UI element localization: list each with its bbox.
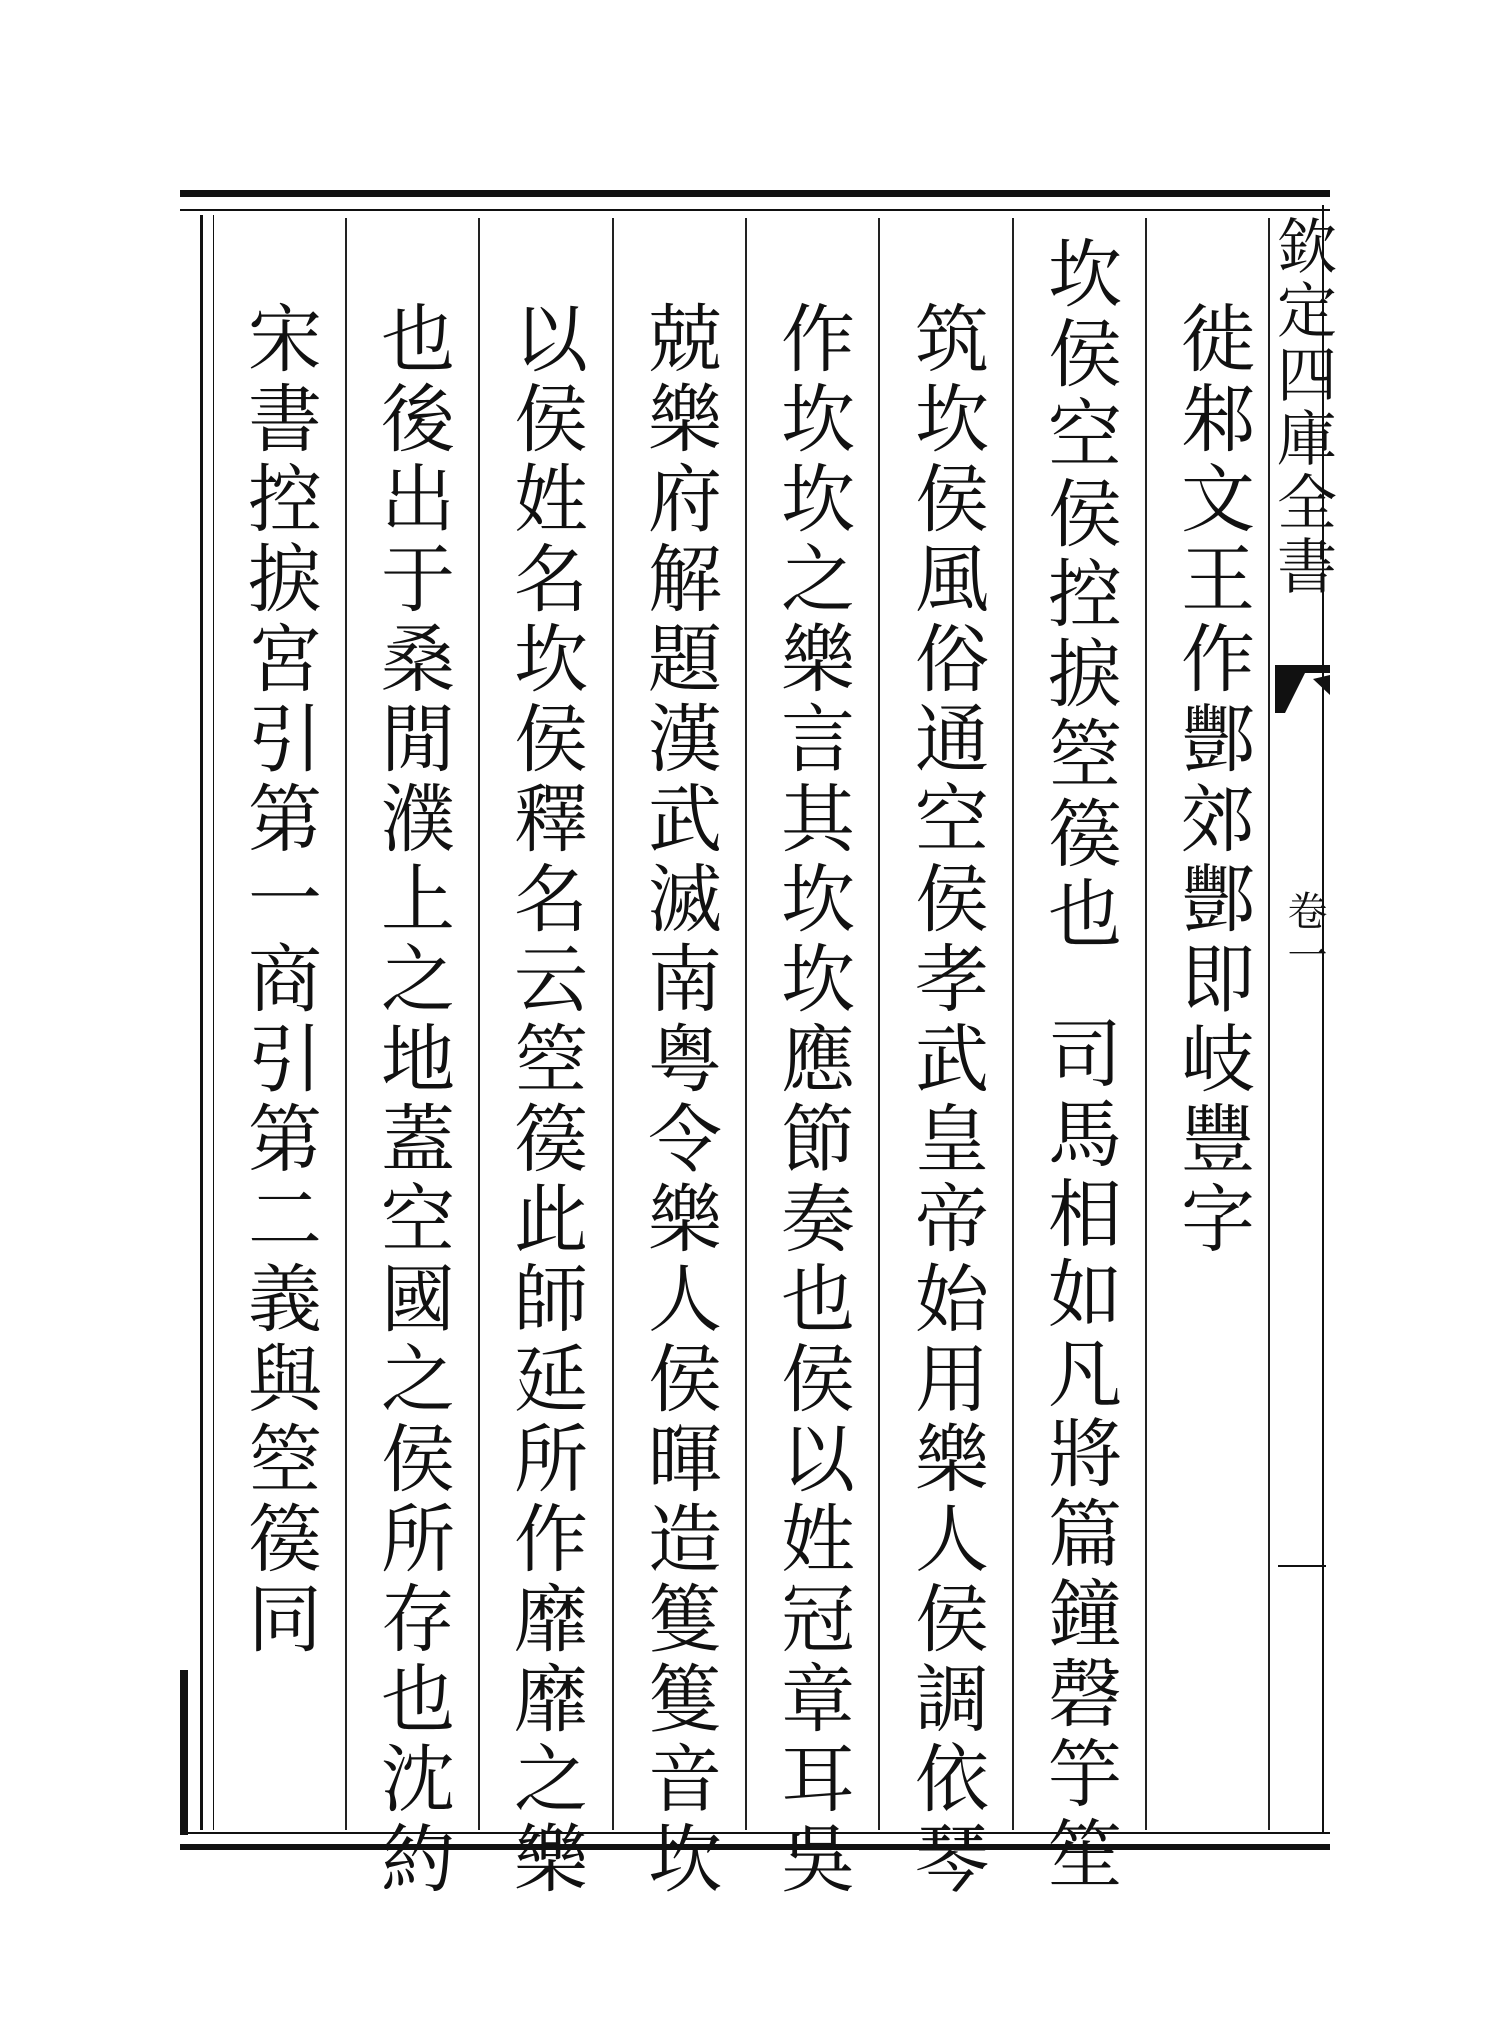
- column-rule: [478, 218, 480, 1830]
- text-column-5: 兢樂府解題漢武滅南粤令樂人侯暉造篗篗音坎: [636, 300, 722, 1900]
- column-rule: [1012, 218, 1014, 1830]
- text-column-2-part-b: 司馬相如凡將篇鐘磬竽笙: [1036, 1015, 1122, 1895]
- frame-left-border: [200, 215, 214, 1830]
- text-column-4: 作坎坎之樂言其坎坎應節奏也侯以姓冠章耳吳: [769, 300, 855, 1900]
- text-column-1: 徙邾文王作酆郊酆即岐豐字: [1169, 300, 1255, 1260]
- frame-top-border: [180, 190, 1330, 211]
- margin-rule: [1278, 1565, 1326, 1567]
- text-column-6: 以侯姓名坎侯釋名云箜篌此師延所作靡靡之樂: [502, 300, 588, 1900]
- frame-bottom-border: [180, 1832, 1330, 1850]
- column-rule: [345, 218, 347, 1830]
- text-column-2: [1024, 235, 1134, 1895]
- column-rule: [878, 218, 880, 1830]
- margin-book-title: 欽定四庫全書: [1267, 215, 1337, 599]
- frame-left-ink-mark: [180, 1670, 188, 1835]
- text-column-2-part-a: 坎侯空侯控捩箜篌也: [1036, 235, 1122, 955]
- text-column-3: 筑坎侯風俗通空侯孝武皇帝始用樂人侯調依琴: [903, 300, 989, 1900]
- text-column-7: 也後出于桑閒濮上之地蓋空國之侯所存也沈約: [369, 300, 455, 1900]
- column-rule: [1145, 218, 1147, 1830]
- fish-tail-mark-icon: [1275, 665, 1330, 715]
- text-column-8: 宋書控捩宮引第一商引第二義與箜篌同: [236, 300, 322, 1660]
- column-rule: [612, 218, 614, 1830]
- margin-volume-label: 卷一: [1281, 890, 1327, 978]
- column-rule: [745, 218, 747, 1830]
